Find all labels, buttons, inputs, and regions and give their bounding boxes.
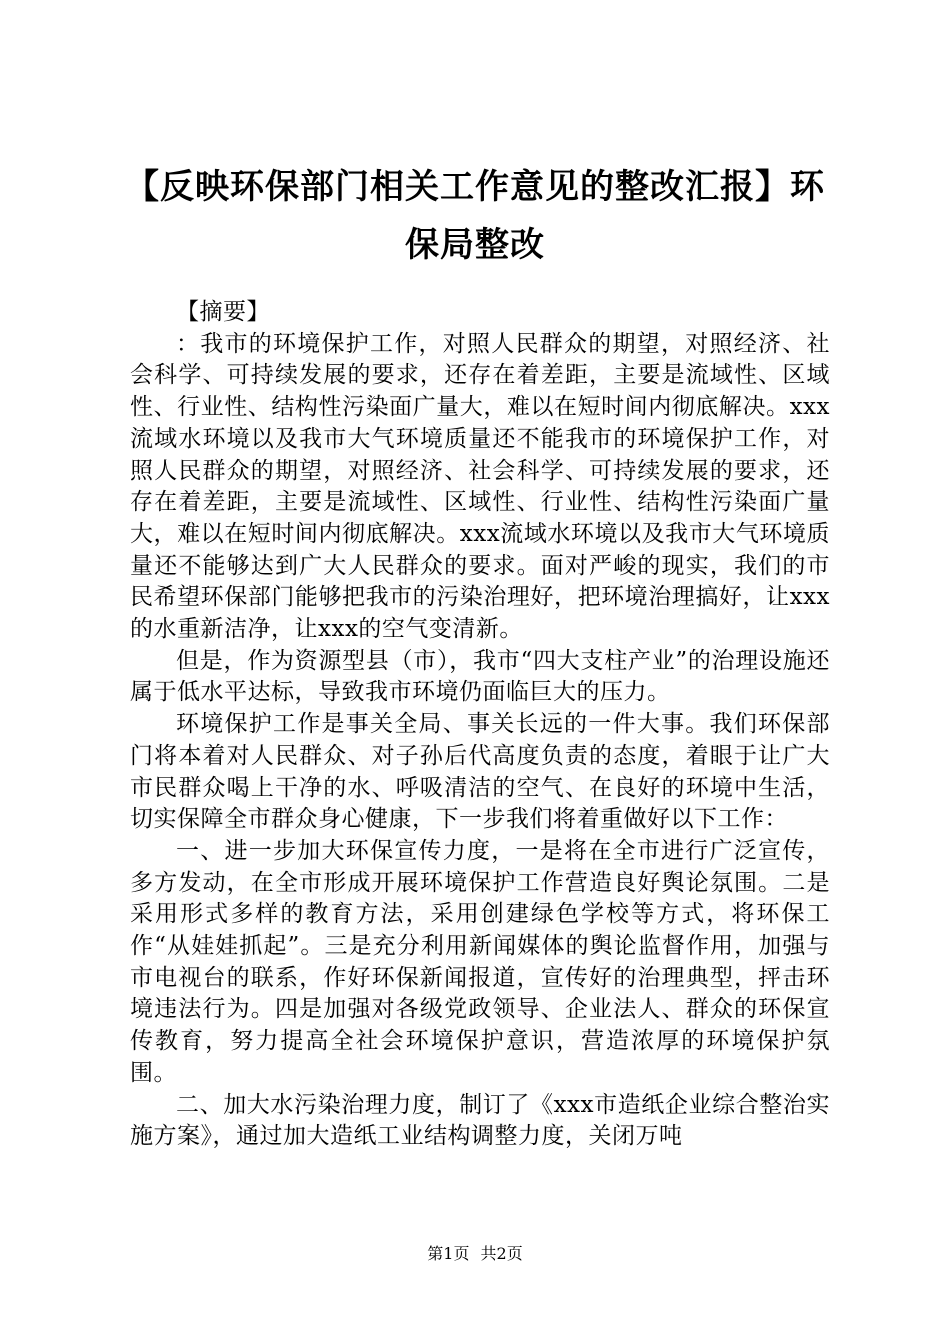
paragraph: 环境保护工作是事关全局、事关长远的一件大事。我们环保部门将本着对人民群众、对子孙后代高度负责的态度，着眼于让广大市民群众喝上干净的水、呼吸清洁的空气、在良好的环境中生活，切实保障全市群众身心健康，下一步我们将着重做好以下工作： bbox=[130, 711, 830, 833]
document-title: 【反映环保部门相关工作意见的整改汇报】环保局整改 bbox=[125, 167, 825, 265]
document-body bbox=[130, 297, 830, 1153]
paragraph: 但是，作为资源型县（市），我市“四大支柱产业”的治理设施还属于低水平达标，导致我市环境仍面临巨大的压力。 bbox=[130, 647, 830, 706]
abstract-label: 【摘要】 bbox=[176, 299, 270, 325]
paragraph: 二、加大水污染治理力度，制订了《xxx市造纸企业综合整治实施方案》，通过加大造纸工业结构调整力度，关闭万吨 bbox=[130, 1091, 830, 1150]
page-footer bbox=[0, 1244, 950, 1264]
paragraph-abstract: ：我市的环境保护工作，对照人民群众的期望，对照经济、社会科学、可持续发展的要求，还存在着差距，主要是流域性、区域性、行业性、结构性污染面广量大，难以在短时间内彻底解决。xxx流域水环境以及我市大气环境质量还不能我市的环境保护工作，对照人民群众的期望，对照经济、社会科学、可持续发展的要求，还存在着差距，主要是流域性、区域性、行业性、结构性污染面广量大，难以在短时间内彻底解决。xxx流域水环境以及我市大气环境质量还不能够达到广大人民群众的要求。面对严峻的现实，我们的市民希望环保部门能够把我市的污染治理好，把环境治理搞好，让xxx的水重新洁净，让xxx的空气变清新。 bbox=[130, 330, 830, 643]
page-number: 第1页 bbox=[427, 1244, 470, 1263]
page-total: 共2页 bbox=[480, 1244, 523, 1263]
paragraph: 一、进一步加大环保宣传力度，一是将在全市进行广泛宣传，多方发动，在全市形成开展环境保护工作营造良好舆论氛围。二是采用形式多样的教育方法，采用创建绿色学校等方式，将环保工作“从娃娃抓起”。三是充分利用新闻媒体的舆论监督作用，加强与市电视台的联系，作好环保新闻报道，宣传好的治理典型，抨击环境违法行为。四是加强对各级党政领导、企业法人、群众的环保宣传教育，努力提高全社会环境保护意识，营造浓厚的环境保护氛围。 bbox=[130, 837, 830, 1086]
